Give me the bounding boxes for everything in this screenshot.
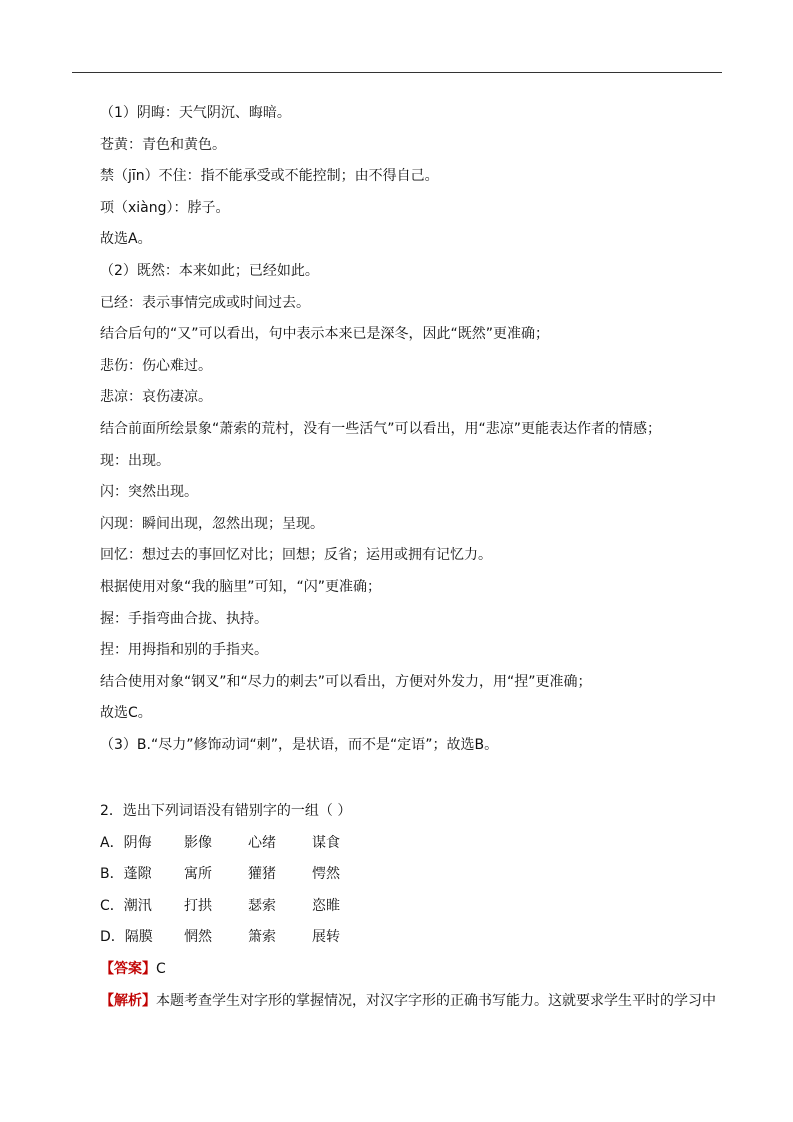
- explanation-line: 故选C。: [100, 705, 152, 722]
- option-first-word: D．隔膜: [100, 929, 153, 946]
- option-word: 惘然: [184, 929, 212, 946]
- explanation-line: 回忆：想过去的事回忆对比；回想；反省；运用或拥有记忆力。: [100, 547, 492, 564]
- explanation-line: 结合后句的“又”可以看出，句中表示本来已是深冬，因此“既然”更准确；: [100, 326, 550, 343]
- option-word: 心绪: [248, 834, 276, 851]
- explanation-line: 悲伤：伤心难过。: [100, 357, 212, 374]
- explanation-line: （3）B.“尽力”修饰动词“刺”，是状语，而不是“定语”；故选B。: [100, 736, 499, 753]
- option-word: 影像: [184, 834, 212, 851]
- option-word: 箫索: [248, 929, 276, 946]
- explanation-line: 现：出现。: [100, 452, 170, 469]
- option-row-b: [100, 859, 730, 891]
- answer-line: [100, 954, 730, 986]
- explanation-line: 已经：表示事情完成或时间过去。: [100, 294, 310, 311]
- answer-value: C: [156, 960, 166, 977]
- analysis-tag: 【解析】: [100, 992, 156, 1009]
- option-word: 愕然: [312, 866, 340, 883]
- header-rule: [72, 72, 722, 73]
- explanation-line: 禁（jīn）不住：指不能承受或不能控制；由不得自己。: [100, 168, 439, 185]
- explanation-line: 结合使用对象“钢叉”和“尽力的刺去”可以看出，方便对外发力，用“捏”更准确；: [100, 673, 592, 690]
- explanation-line: 根据使用对象“我的脑里”可知，“闪”更准确；: [100, 578, 382, 595]
- explanation-line: 悲凉：哀伤凄凉。: [100, 389, 212, 406]
- answer-tag: 【答案】: [100, 960, 156, 977]
- option-word: 打拱: [184, 897, 212, 914]
- explanation-line: 闪：突然出现。: [100, 484, 198, 501]
- question-stem: 2．选出下列词语没有错别字的一组（ ）: [100, 803, 352, 819]
- option-first-word: A．阴侮: [100, 834, 152, 851]
- option-first-word: C．潮汛: [100, 897, 152, 914]
- option-word: 瑟索: [248, 897, 276, 914]
- explanation-line: 故选A。: [100, 231, 152, 248]
- explanation-line: （2）既然：本来如此；已经如此。: [100, 262, 319, 279]
- option-word: 寓所: [184, 866, 212, 883]
- question-block: [100, 796, 730, 1017]
- explanation-line: 闪现：瞬间出现，忽然出现；呈现。: [100, 515, 324, 532]
- option-first-word: B．蓬隙: [100, 866, 152, 883]
- explanation-line: 项（xiàng）：脖子。: [100, 199, 230, 216]
- explanation-line: 捏：用拇指和别的手指夹。: [100, 642, 268, 659]
- explanation-line: 握：手指弯曲合拢、执持。: [100, 610, 268, 627]
- explanation-line: （1）阴晦：天气阴沉、晦暗。: [100, 105, 291, 121]
- analysis-line: [100, 986, 730, 1018]
- option-word: 恣睢: [312, 897, 340, 914]
- option-word: 獾猪: [248, 866, 276, 883]
- explanation-line: 结合前面所绘景象“萧索的荒村，没有一些活气”可以看出，用“悲凉”更能表达作者的情感；: [100, 420, 662, 437]
- option-word: 展转: [312, 929, 340, 946]
- explanation-block: [100, 98, 730, 761]
- option-word: 谋食: [312, 834, 340, 851]
- option-row-d: [100, 922, 730, 954]
- explanation-line: 苍黄：青色和黄色。: [100, 136, 226, 153]
- option-row-a: [100, 828, 730, 860]
- analysis-text: 本题考查学生对字形的掌握情况，对汉字字形的正确书写能力。这就要求学生平时的学习中: [156, 992, 716, 1009]
- option-row-c: [100, 891, 730, 923]
